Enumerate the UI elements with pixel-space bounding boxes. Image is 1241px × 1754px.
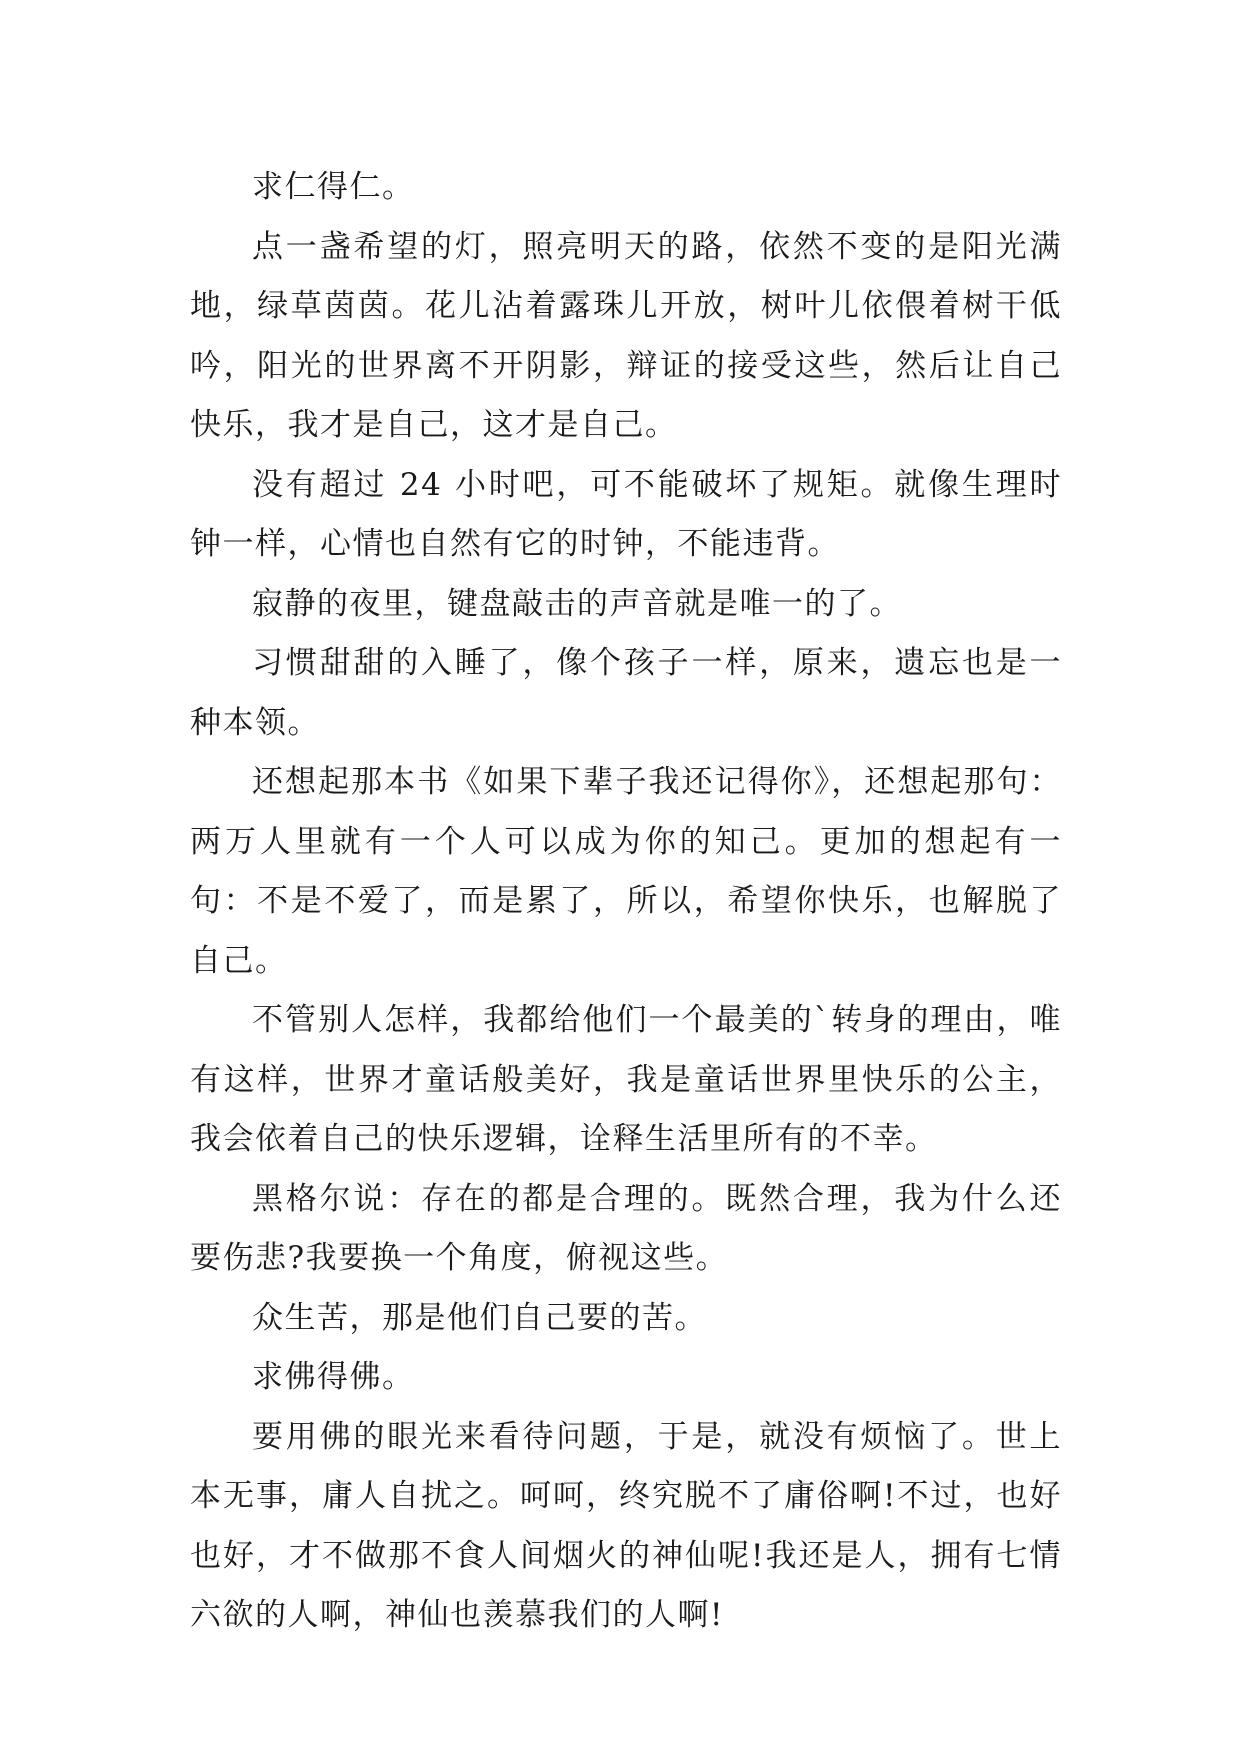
paragraph: 点一盏希望的灯，照亮明天的路，依然不变的是阳光满地，绿草茵茵。花儿沾着露珠儿开放，树叶儿依偎着树干低吟，阳光的世界离不开阴影，辩证的接受这些，然后让自己快乐，我才是自己，这才是自己。 [190, 228, 1062, 443]
paragraph: 还想起那本书《如果下辈子我还记得你》，还想起那句：两万人里就有一个人可以成为你的知己。更加的想起有一句：不是不爱了，而是累了，所以，希望你快乐，也解脱了自己。 [190, 764, 1062, 979]
paragraph: 习惯甜甜的入睡了，像个孩子一样，原来，遗忘也是一种本领。 [190, 645, 1062, 741]
paragraph: 没有超过 24 小时吧，可不能破坏了规矩。就像生理时钟一样，心情也自然有它的时钟，不能违背。 [190, 466, 1062, 562]
paragraph: 不管别人怎样，我都给他们一个最美的`转身的理由，唯有这样，世界才童话般美好，我是童话世界里快乐的公主，我会依着自己的快乐逻辑，诠释生活里所有的不幸。 [190, 1002, 1062, 1157]
paragraph: 求仁得仁。 [252, 169, 415, 205]
paragraph: 寂静的夜里，键盘敲击的声音就是唯一的了。 [252, 585, 902, 622]
document-body [190, 158, 1062, 1646]
paragraph: 众生苦，那是他们自己要的苦。 [252, 1299, 707, 1336]
paragraph: 要用佛的眼光来看待问题，于是，就没有烦恼了。世上本无事，庸人自扰之。呵呵，终究脱不了庸俗啊!不过，也好也好，才不做那不食人间烟火的神仙呢!我还是人，拥有七情六欲的人啊，神仙也羡慕我们的人啊! [190, 1418, 1062, 1633]
paragraph: 黑格尔说：存在的都是合理的。既然合理，我为什么还要伤悲?我要换一个角度，俯视这些。 [190, 1180, 1062, 1276]
paragraph: 求佛得佛。 [252, 1359, 415, 1395]
